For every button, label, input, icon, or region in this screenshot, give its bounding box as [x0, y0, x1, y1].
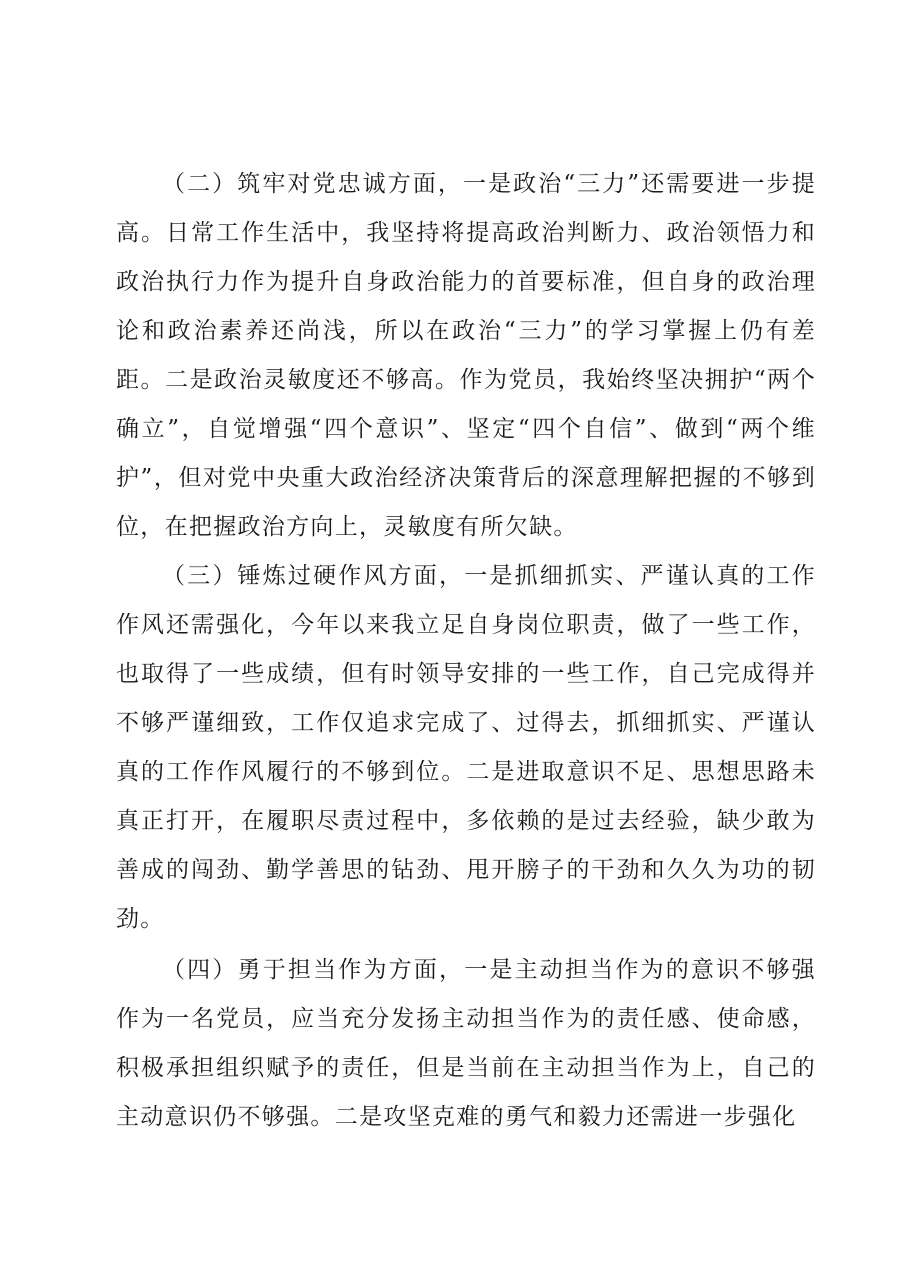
document-body: [116, 160, 816, 1142]
paragraph-loyalty: （二）筑牢对党忠诚方面，一是政治“三力”还需要进一步提高。日常工作生活中，我坚持将提高政治判断力、政治领悟力和政治执行力作为提升自身政治能力的首要标准，但自身的政治理论和政治素养还尚浅，所以在政治“三力”的学习掌握上仍有差距。二是政治灵敏度还不够高。作为党员，我始终坚决拥护“两个确立”，自觉增强“四个意识”、坚定“四个自信”、做到“两个维护”，但对党中央重大政治经济决策背后的深意理解把握的不够到位，在把握政治方向上，灵敏度有所欠缺。: [116, 171, 816, 540]
paragraph-work-style: （三）锤炼过硬作风方面，一是抓细抓实、严谨认真的工作作风还需强化，今年以来我立足自身岗位职责，做了一些工作，也取得了一些成绩，但有时领导安排的一些工作，自己完成得并不够严谨细致，工作仅追求完成了、过得去，抓细抓实、严谨认真的工作作风履行的不够到位。二是进取意识不足、思想思路未真正打开，在履职尽责过程中，多依赖的是过去经验，缺少敢为善成的闯劲、勤学善思的钻劲、甩开膀子的干劲和久久为功的韧劲。: [116, 563, 816, 932]
paragraph-responsibility: （四）勇于担当作为方面，一是主动担当作为的意识不够强作为一名党员，应当充分发扬主动担当作为的责任感、使命感，积极承担组织赋予的责任，但是当前在主动担当作为上，自己的主动意识仍不够强。二是攻坚克难的勇气和毅力还需进一步强化: [116, 957, 816, 1130]
